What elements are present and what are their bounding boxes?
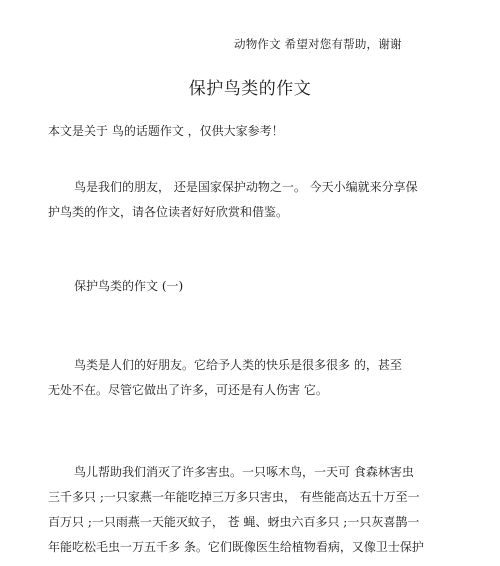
paragraph-line: 百万只 ;一只雨燕一天能灭蚊子， 苍 蝇、蚜虫六百多只 ;一只灰喜鹊一 [48,515,420,529]
paragraph-line: 年能吃松毛虫一万五千多 条。它们既像医生给植物看病，又像卫士保护 [48,540,424,554]
paragraph-intro [48,175,448,225]
paragraph-line: 鸟类是人们的好朋友。它给予人类的快乐是很多很多 的，甚至 [74,358,402,372]
paragraph-section-2 [48,460,448,560]
paragraph-line: 鸟是我们的朋友， 还是国家保护动物之一。 今天小编就来分享保 [74,180,418,194]
paragraph-line: 鸟儿帮助我们消灭了许多害虫。一只啄木鸟，一天可 食森林害虫 [74,465,414,479]
paragraph-line: 无处不在。尽管它做出了许多，可还是有人伤害 它。 [48,383,328,397]
section-heading: 保护鸟类的作文 (一) [74,279,184,293]
document-title: 保护鸟类的作文 [188,79,312,99]
paragraph-line: 三千多只 ;一只家燕一年能吃掉三万多只害虫， 有些能高达五十万至一 [48,490,420,504]
paragraph-section-1 [48,353,448,403]
header-note: 动物作文 希望对您有帮助，谢谢 [234,37,402,51]
intro-text: 本文是关于 鸟的话题作文 ，仅供大家参考！ [48,124,284,138]
paragraph-line: 护鸟类的作文，请各位读者好好欣赏和借鉴。 [48,205,289,219]
